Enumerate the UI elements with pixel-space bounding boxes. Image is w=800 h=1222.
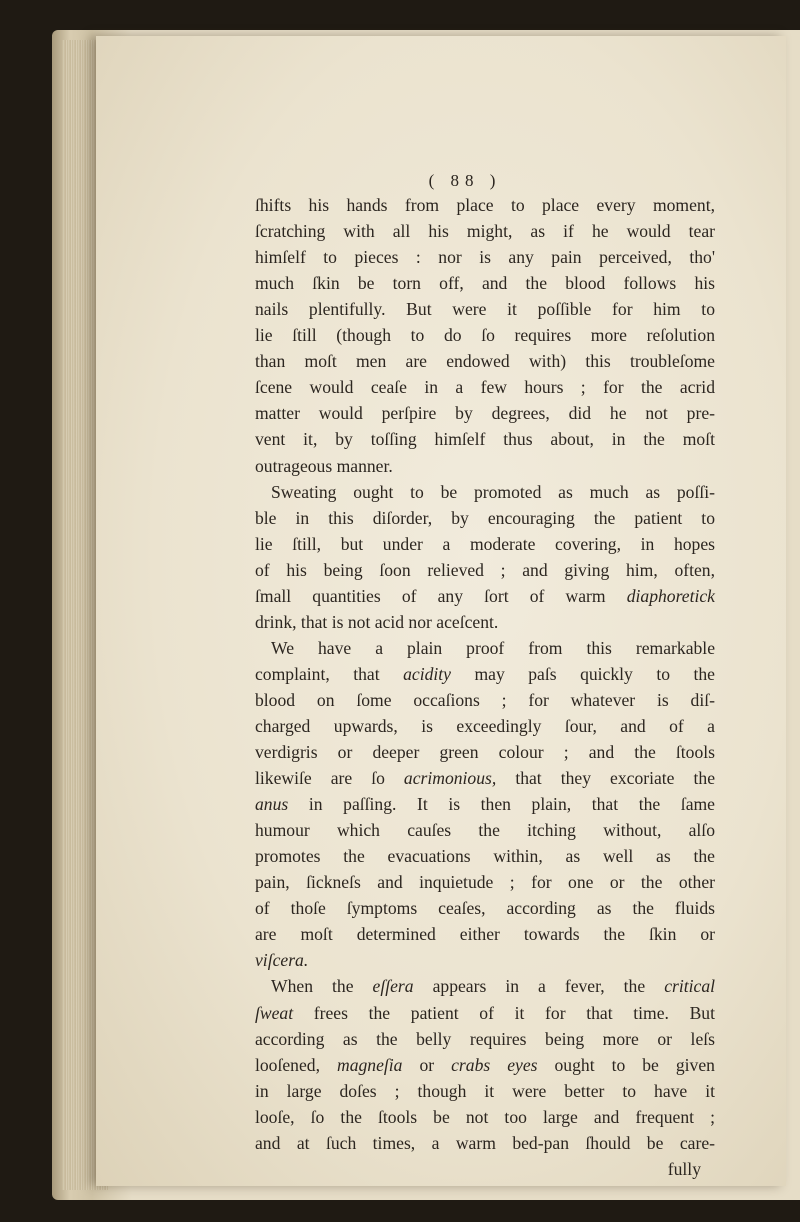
- italic-word: magneſia: [336, 1054, 403, 1075]
- text-line: ſcratching with all his might, as if he would tear: [255, 221, 715, 242]
- text-line: matter would perſpire by degrees, did he not pre-: [255, 403, 715, 424]
- text-line: outrageous manner.: [255, 455, 393, 476]
- text-line: anus in paſſing. It is then plain, that the ſame: [255, 794, 715, 815]
- text-line: We have a plain proof from this remarkable: [271, 637, 715, 658]
- italic-word: crabs eyes: [451, 1054, 538, 1075]
- page-number: ( 88 ): [428, 171, 502, 190]
- text-line: complaint, that acidity may paſs quickly to the: [255, 663, 715, 684]
- text-line: [255, 947, 715, 973]
- italic-word: eſſera: [372, 976, 414, 997]
- text-line: and at ſuch times, a warm bed-pan ſhould be care-: [255, 1132, 715, 1153]
- text-line: are moſt determined either towards the ſkin or: [255, 924, 715, 945]
- text-line: lie ſtill, but under a moderate covering, in hopes: [255, 533, 715, 554]
- text-line: himſelf to pieces : nor is any pain perceived, tho': [255, 247, 715, 268]
- text-line: ſweat frees the patient of it for that time. But: [255, 1002, 715, 1023]
- text-line: of his being ſoon relieved ; and giving him, often,: [255, 559, 715, 580]
- text-line: blood on ſome occaſions ; for whatever is diſ-: [255, 689, 715, 710]
- text-line: than moſt men are endowed with) this troubleſome: [255, 351, 715, 372]
- catchword: fully: [667, 1158, 701, 1179]
- italic-word: critical: [664, 976, 716, 997]
- text-line: nails plentifully. But were it poſſible for him to: [255, 299, 715, 320]
- text-line: looſened, magneſia or crabs eyes ought to be given: [255, 1054, 715, 1075]
- text-line: verdigris or deeper green colour ; and the ſtools: [255, 742, 715, 763]
- text-line: according as the belly requires being more or leſs: [255, 1028, 715, 1049]
- text-line: looſe, ſo the ſtools be not too large and frequent ;: [255, 1106, 715, 1127]
- italic-word: viſcera.: [255, 950, 309, 971]
- text-line: vent it, by toſſing himſelf thus about, in the moſt: [255, 429, 715, 450]
- text-line: drink, that is not acid nor aceſcent.: [255, 611, 499, 632]
- italic-word: acrimonious,: [403, 768, 497, 789]
- text-line: likewiſe are ſo acrimonious, that they excoriate the: [255, 768, 716, 789]
- text-line: pain, ſickneſs and inquietude ; for one or the other: [255, 872, 715, 893]
- text-line: lie ſtill (though to do ſo requires more reſolution: [255, 325, 715, 346]
- italic-word: anus: [255, 794, 289, 815]
- text-line: in large doſes ; though it were better to have it: [255, 1080, 715, 1101]
- text-line: ble in this diſorder, by encouraging the patient to: [255, 507, 715, 528]
- text-line: promotes the evacuations within, as well as the: [255, 846, 715, 867]
- page-text: [255, 168, 715, 1182]
- text-line: Sweating ought to be promoted as much as poſſi-: [271, 481, 715, 502]
- italic-word: ſweat: [255, 1002, 294, 1023]
- text-line: humour which cauſes the itching without, alſo: [255, 820, 715, 841]
- text-line: charged upwards, is exceedingly ſour, and of a: [255, 715, 715, 736]
- text-line: When the eſſera appears in a fever, the critical: [271, 976, 716, 997]
- text-line: of thoſe ſymptoms ceaſes, according as the fluids: [255, 898, 715, 919]
- text-line: ſcene would ceaſe in a few hours ; for the acrid: [255, 377, 715, 398]
- italic-word: acidity: [403, 663, 451, 684]
- text-line: much ſkin be torn off, and the blood follows his: [255, 273, 715, 294]
- text-line: ſhifts his hands from place to place every moment,: [255, 195, 715, 216]
- italic-word: diaphoretick: [626, 585, 715, 606]
- text-line: ſmall quantities of any ſort of warm diaphoretick: [255, 585, 715, 606]
